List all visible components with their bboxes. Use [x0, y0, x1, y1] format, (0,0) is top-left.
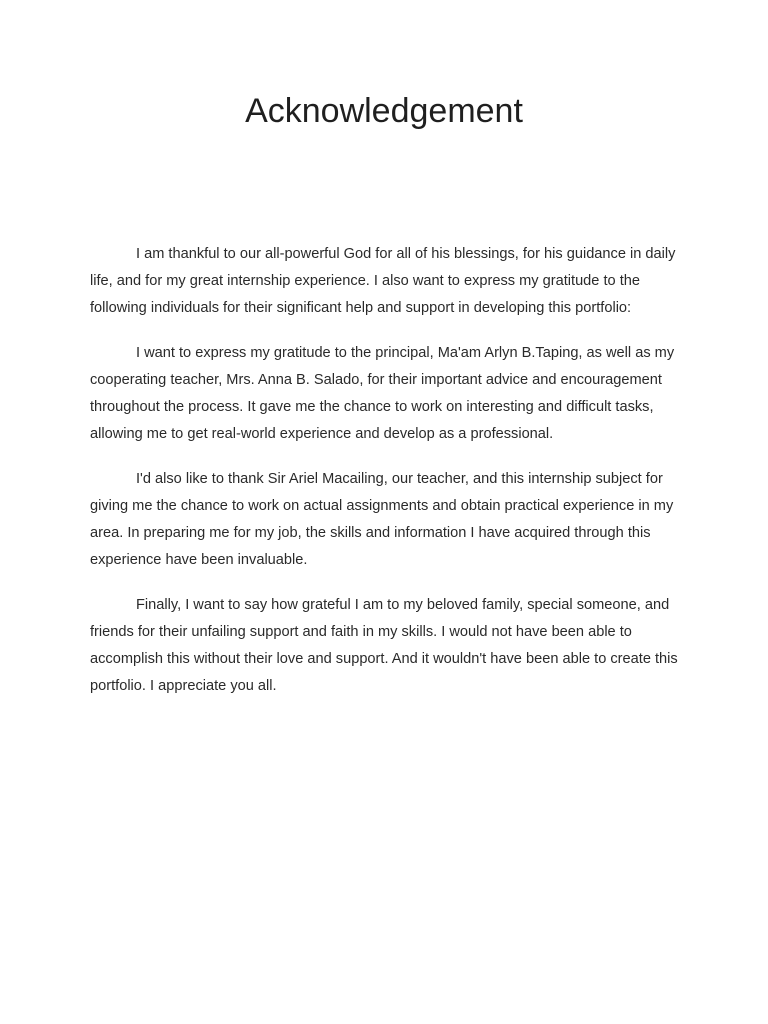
paragraph-1: I am thankful to our all-powerful God for all of his blessings, for his guidance in daily life, and for my great internship experience. I also want to express my gratitude to the following individuals for their significant help and support in developing this portfolio: — [90, 246, 676, 316]
paragraph-2: I want to express my gratitude to the principal, Ma'am Arlyn B.Taping, as well as my cooperating teacher, Mrs. Anna B. Salado, for their important advice and encouragement throughout the process. It gave me the chance to work on interesting and difficult tasks, allowing me to get real-world experience and develop as a professional. — [90, 345, 675, 442]
document-body — [90, 241, 680, 718]
paragraph-3: I'd also like to thank Sir Ariel Macailing, our teacher, and this internship subject for giving me the chance to work on actual assignments and obtain practical experience in my area. In preparing me for my job, the skills and information I have acquired through this experience have been invaluable. — [90, 471, 674, 568]
page-title: Acknowledgement — [245, 92, 523, 130]
paragraph-4: Finally, I want to say how grateful I am to my beloved family, special someone, and friends for their unfailing support and faith in my skills. I would not have been able to accomplish this without their love and support. And it wouldn't have been able to create this portfolio. I appreciate you all. — [90, 597, 678, 694]
